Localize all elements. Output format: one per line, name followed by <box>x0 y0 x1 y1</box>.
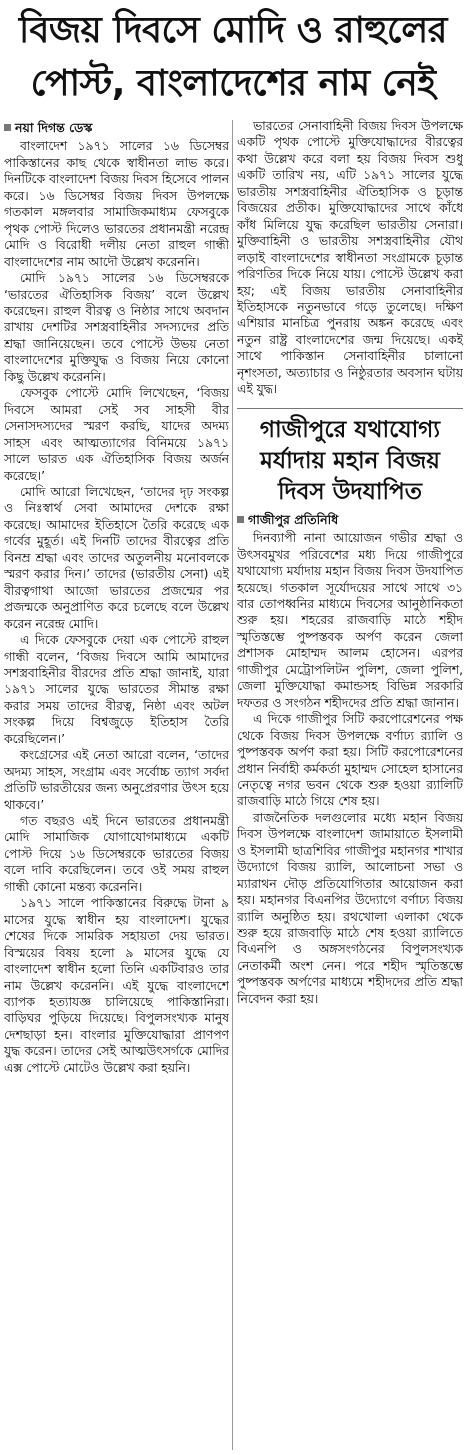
main-headline <box>6 4 460 116</box>
main-headline-line-1: বিজয় দিবসে মোদি ও রাহুলের <box>19 10 447 51</box>
article-1-paragraph: গত বছরও এই দিনে ভারতের প্রধানমন্ত্রী মোদি সামাজিক যোগাযোগমাধ্যমে একটি পোস্ট দিয়ে ১৬ ডিসেম্বরকে ভারতের বিজয় বলে দাবি করেছিলেন। তবে ওই সময় রাহুল গান্ধী কোনো মন্তব্য করেননি। <box>4 814 229 894</box>
article-2-headline-line-2: মর্যাদায় মহান বিজয় <box>260 447 440 474</box>
article-1-paragraph: এ দিকে ফেসবুকে দেয়া এক পোস্টে রাহুল গান্ধী বলেন, ‘বিজয় দিবসে আমি আমাদের সশস্ত্রবাহিনীর বীরদের প্রতি শ্রদ্ধা জানাই, যারা ১৯৭১ সালের যুদ্ধে ভারতের সীমান্ত রক্ষা করার সময় তাদের বীরত্ব, নিষ্ঠা এবং অটল সংকল্প দিয়ে বিশ্বজুড়ে ইতিহাস তৈরি করেছিলেন।’ <box>4 633 229 746</box>
article-2-paragraph: এ দিকে গাজীপুর সিটি করপোরেশনের পক্ষ থেকে বিজয় দিবস উপলক্ষে বর্ণাঢ্য র‍্যালি ও পুষ্পস্তবক অর্পণ করা হয়। সিটি করপোরেশনের প্রধান নির্বাহী কর্মকর্তা মুহাম্মদ সোহেল হাসানের নেতৃত্বে নগর ভবন থেকে শুরু হওয়া র‍্যালিটি রাজবাড়ি মাঠে গিয়ে শেষ হয়। <box>237 712 463 809</box>
main-headline-line-2: পোস্ট, বাংলাদেশের নাম নেই <box>30 63 436 104</box>
article-2-paragraph: রাজনৈতিক দলগুলোর মধ্যে মহান বিজয় দিবস উপলক্ষে বাংলাদেশ জামায়াতে ইসলামী ও ইসলামী ছাত্রশিবির গাজীপুর মহানগর শাখার উদ্যোগে বিজয় র‍্যালি, আলোচনা সভা ও ম্যারাথন দৌড় প্রতিযোগিতার আয়োজন করা হয়। মহানগর বিএনপির উদ্যোগে বর্ণাঢ্য বিজয় র‍্যালি অনুষ্ঠিত হয়। রথখোলা এলাকা থেকে শুরু হয়ে রাজবাড়ি মাঠে শেষ হওয়া র‍্যালিতে বিএনপি ও অঙ্গসংগঠনের বিপুলসংখ্যক নেতাকর্মী অংশ নেন। পরে শহীদ স্মৃতিস্তম্ভে পুষ্পস্তবক অর্পণের মাধ্যমে শহীদদের প্রতি শ্রদ্ধা নিবেদন করা হয়। <box>237 810 463 1006</box>
right-column <box>237 118 463 1452</box>
bullet-square-icon <box>237 516 244 523</box>
article-1-dateline <box>4 120 229 136</box>
bullet-square-icon <box>4 124 11 131</box>
article-2-paragraph: দিনব্যাপী নানা আয়োজন গভীর শ্রদ্ধা ও উৎসবমুখর পরিবেশের মধ্য দিয়ে গাজীপুরে যথাযোগ্য মর্যাদায় মহান বিজয় দিবস উদযাপিত হয়েছে। গতকাল সূর্যোদয়ের সাথে সাথে ৩১ বার তোপধ্বনির মাধ্যমে দিবসের আনুষ্ঠানিকতা শুরু হয়। শহরের রাজবাড়ি মাঠে শহীদ স্মৃতিস্তম্ভে পুষ্পস্তবক অর্পণ করেন জেলা প্রশাসক মোহাম্মদ আলম হোসেন। এরপর গাজীপুর মেট্রোপলিটন পুলিশ, জেলা পুলিশ, জেলা মুক্তিযোদ্ধা কমান্ডসহ বিভিন্ন সরকারি দফতর ও সংগঠন শহীদদের প্রতি শ্রদ্ধা জানান। <box>237 531 463 710</box>
article-1-paragraph: মোদি আরো লিখেছেন, ‘তাদের দৃঢ় সংকল্প ও নিঃস্বার্থ সেবা আমাদের দেশকে রক্ষা করেছে। আমাদের ইতিহাসে তৈরি করেছে এক গর্বের মুহূর্ত। এই দিনটি তাদের বীরত্বের প্রতি বিনম্র শ্রদ্ধা এবং তাদের অতুলনীয় মনোবলকে স্মরণ করার দিন।’ তাদের (ভারতীয় সেনা) এই বীরত্বগাথা আজো ভারতের প্রজন্মের পর প্রজন্মকে অনুপ্রাণিত করে চলেছে বলে উল্লেখ করেন নরেন্দ্র মোদি। <box>4 484 229 631</box>
article-1-paragraph: মোদি ১৯৭১ সালের ১৬ ডিসেম্বরকে ‘ভারতের ঐতিহাসিক বিজয়’ বলে উল্লেখ করেছেন। রাহুল বীরত্ব ও নিষ্ঠার সাথে অবদান রাখায় দেশটির সশস্ত্রবাহিনীর সদস্যদের প্রতি শ্রদ্ধা জানিয়েছেন। তবে পোস্টে উভয় নেতা বাংলাদেশের মুক্তিযুদ্ধ ও বিজয় নিয়ে কোনো কিছু উল্লেখ করেননি। <box>4 271 229 384</box>
article-1-paragraph: ১৯৭১ সালে পাকিস্তানের বিরুদ্ধে টানা ৯ মাসের যুদ্ধে স্বাধীন হয় বাংলাদেশ। যুদ্ধের শেষের দিকে সামরিক সহায়তা দেয় ভারত। বিস্ময়ের বিষয় হলো ৯ মাসের যুদ্ধে যে বাংলাদেশ স্বাধীন হলো তিনি একটিবারও তার নাম উল্লেখ করেননি। এই যুদ্ধে বাংলাদেশে ব্যাপক হত্যাযজ্ঞ চালিয়েছে পাকিস্তানিরা। বাড়িঘর পুড়িয়ে দিয়েছে। বিপুলসংখ্যক মানুষ দেশছাড়া হন। বাংলার মুক্তিযোদ্ধারা প্রাণপণ যুদ্ধ করেন। তাদের সেই আত্মউৎসর্গকে মোদির এক্স পোস্টে মোটেও উল্লেখ করা হয়নি। <box>4 896 229 1075</box>
article-2-dateline-text: গাজীপুর প্রতিনিধি <box>248 511 339 527</box>
article-1-dateline-text: নয়া দিগন্ত ডেস্ক <box>15 120 93 135</box>
article-1-paragraph: ফেসবুক পোস্টে মোদি লিখেছেন, ‘বিজয় দিবসে আমরা সেই সব সাহসী বীর সেনাসদস্যদের স্মরণ করছি, যাদের অদম্য সাহস এবং আত্মত্যাগের বিনিময়ে ১৯৭১ সালে ভারত এক ঐতিহাসিক বিজয় অর্জন করেছে।’ <box>4 386 229 483</box>
article-1-paragraph: বাংলাদেশ ১৯৭১ সালের ১৬ ডিসেম্বর পাকিস্তানের কাছ থেকে স্বাধীনতা লাভ করে। দিনটিকে বাংলাদেশ বিজয় দিবস হিসেবে পালন করে। ১৬ ডিসেম্বর বিজয় দিবস উপলক্ষে গতকাল মঙ্গলবার সামাজিকমাধ্যম ফেসবুকে পৃথক পোস্ট দিলেও ভারতের প্রধানমন্ত্রী নরেন্দ্র মোদি ও বিরোধী দলীয় নেতা রাহুল গান্ধী বাংলাদেশের নাম আদৌ উল্লেখ করেননি। <box>4 139 229 269</box>
article-2-headline-line-1: গাজীপুরে যথাযোগ্য <box>259 416 441 443</box>
article-2-dateline <box>237 512 463 528</box>
article-1-paragraph: কংগ্রেসের এই নেতা আরো বলেন, ‘তাদের অদম্য সাহস, সংগ্রাম এবং সর্বোচ্চ ত্যাগ সর্বদা প্রতিটি ভারতীয়ের জন্য অনুপ্রেরণার উৎস হয়ে থাকবে।’ <box>4 748 229 812</box>
article-1-paragraph: ভারতের সেনাবাহিনী বিজয় দিবস উপলক্ষে একটি পৃথক পোস্টে মুক্তিযোদ্ধাদের বীরত্বের কথা উল্লেখ করে বলা হয় বিজয় দিবস শুধু একটি তারিখ নয়, এটি ১৯৭১ সালের যুদ্ধে ভারতীয় সশস্ত্রবাহিনীর ঐতিহাসিক ও চূড়ান্ত বিজয়ের প্রতীক। মুক্তিযোদ্ধাদের সাথে কাঁধে কাঁধ মিলিয়ে যুদ্ধ করেছিল ভারতীয় সেনারা। মুক্তিবাহিনী ও ভারতীয় সশস্ত্রবাহিনীর যৌথ লড়াই বাংলাদেশের স্বাধীনতা সংগ্রামকে চূড়ান্ত পরিণতির দিকে নিয়ে যায়। পোস্টে উল্লেখ করা হয়; এই বিজয় ভারতীয় সেনাবাহিনীর ইতিহাসকে নতুনভাবে গড়ে তুলেছে। দক্ষিণ এশিয়ার মানচিত্র পুনরায় অঙ্কন করেছে এবং নতুন রাষ্ট্র বাংলাদেশের জন্ম দিয়েছে। একই সাথে পাকিস্তান সেনাবাহিনীর চালানো নৃশংসতা, অত্যাচার ও নিষ্ঠুরতার অবসান ঘটায় এই যুদ্ধ। <box>237 119 463 397</box>
article-1-column-left <box>4 118 229 1452</box>
column-divider <box>232 120 233 1450</box>
article-2-headline <box>237 408 463 508</box>
article-2-headline-line-3: দিবস উদযাপিত <box>277 478 423 505</box>
